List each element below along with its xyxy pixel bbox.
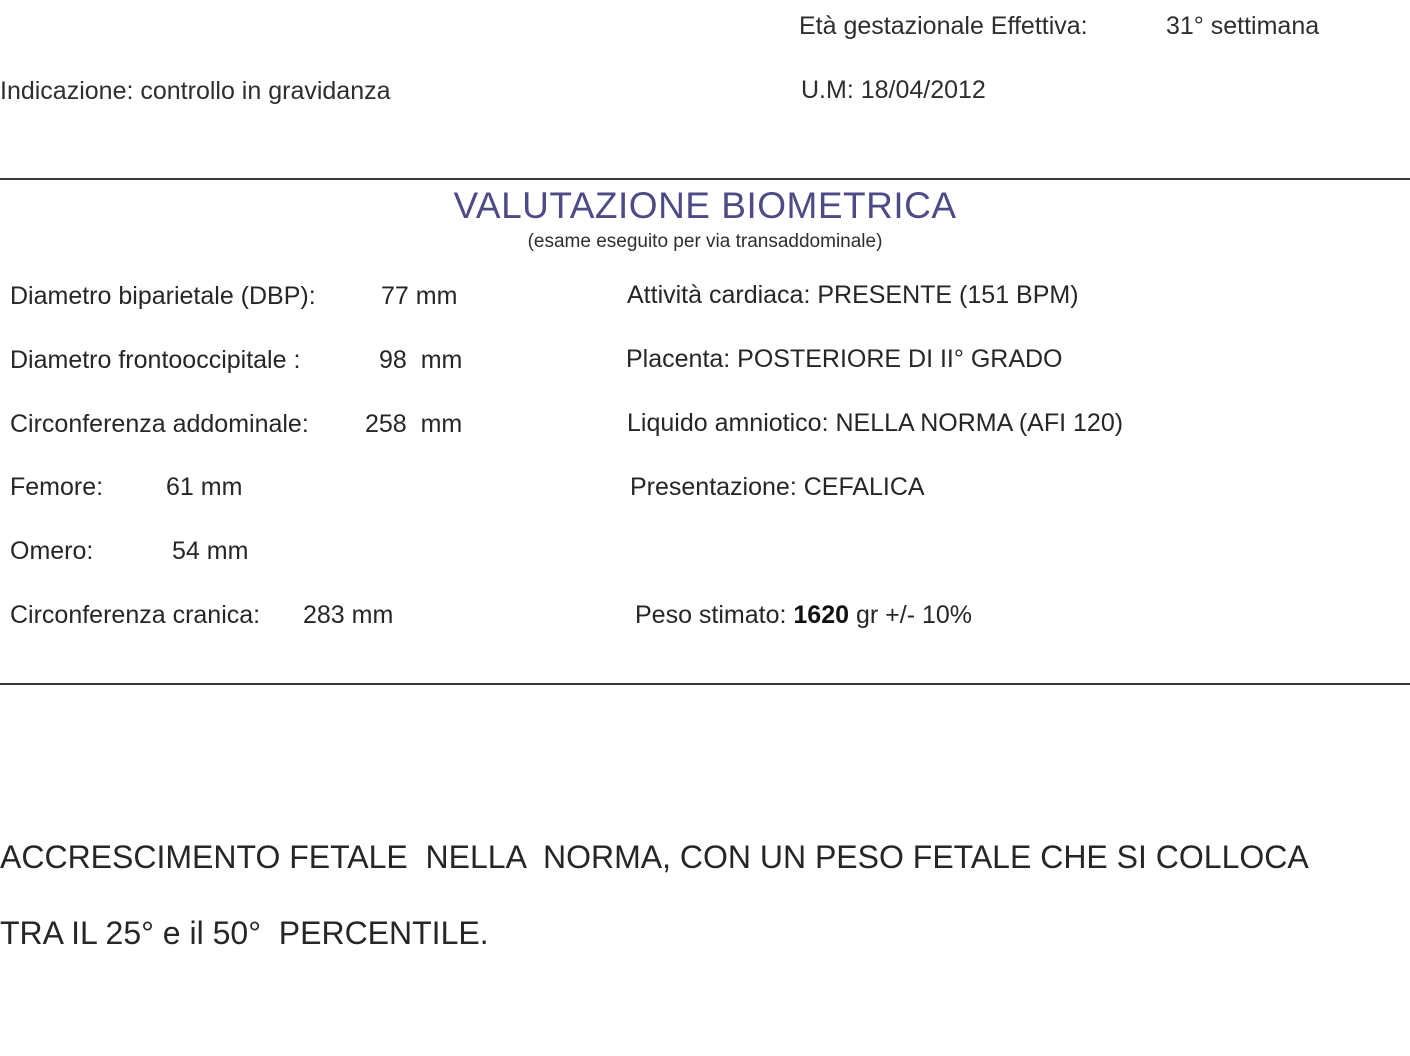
weight-label: Peso stimato:: [635, 601, 787, 629]
ca-value: 258 mm: [365, 410, 463, 438]
top-divider: [0, 178, 1410, 180]
humerus-label: Omero:: [10, 537, 94, 565]
presentation: Presentazione: CEFALICA: [630, 473, 925, 501]
dfo-label: Diametro frontooccipitale :: [10, 346, 301, 374]
hc-value: 283 mm: [303, 601, 394, 629]
weight-suffix: gr +/- 10%: [855, 601, 973, 629]
gestational-age-value: 31° settimana: [1166, 12, 1320, 40]
amniotic-fluid: Liquido amniotico: NELLA NORMA (AFI 120): [627, 409, 1124, 437]
humerus-value: 54 mm: [172, 537, 249, 565]
indication-text: Indicazione: controllo in gravidanza: [0, 77, 391, 105]
cardiac-activity: Attività cardiaca: PRESENTE (151 BPM): [627, 281, 1079, 309]
dbp-label: Diametro biparietale (DBP):: [10, 282, 316, 310]
section-subtitle: (esame eseguito per via transaddominale): [527, 231, 883, 252]
ca-label: Circonferenza addominale:: [10, 410, 309, 438]
hc-label: Circonferenza cranica:: [10, 601, 261, 629]
gestational-age-label: Età gestazionale Effettiva:: [799, 12, 1088, 40]
conclusion-line-2: TRA IL 25° e il 50° PERCENTILE.: [0, 915, 489, 951]
femur-value: 61 mm: [166, 473, 243, 501]
bottom-divider: [0, 683, 1410, 685]
femur-label: Femore:: [10, 473, 104, 501]
section-title: VALUTAZIONE BIOMETRICA: [453, 185, 957, 226]
conclusion-line-1: ACCRESCIMENTO FETALE NELLA NORMA, CON UN PESO FETALE CHE SI COLLOCA: [0, 839, 1309, 875]
dfo-value: 98 mm: [379, 346, 463, 374]
estimated-weight: [635, 601, 972, 630]
dbp-value: 77 mm: [381, 282, 458, 310]
placenta-finding: Placenta: POSTERIORE DI II° GRADO: [626, 345, 1063, 373]
last-menstruation-date: U.M: 18/04/2012: [801, 76, 986, 104]
weight-value: 1620: [793, 601, 850, 629]
